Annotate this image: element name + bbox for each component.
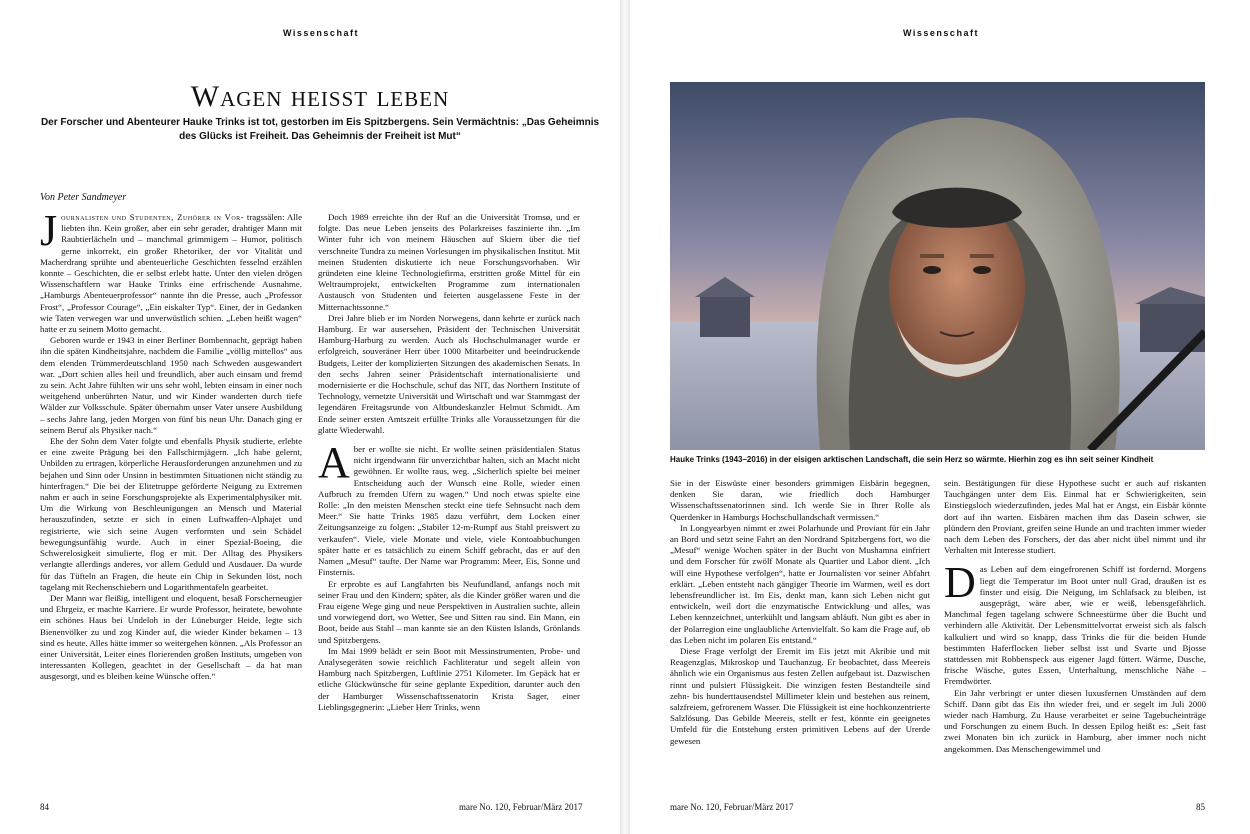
left-page xyxy=(0,0,620,834)
paragraph: Ein Jahr verbringt er unter diesen luxusfernen Umständen auf dem Schiff. Dann gibt das Eis ihn wieder frei, und er segelt im Juli 2000 wieder nach Hamburg. Zu Hause verarbeitet er seine Tagebucheinträge und Forschungen zu einem Buch. In dessen Epilog heißt es: „Seit fast zwei Monaten bin ich zurück in Hamburg, aber immer noch nicht angekommen. Das Menschengewimmel und xyxy=(944,687,1206,754)
page-number: 84 xyxy=(40,802,49,812)
page-number: 85 xyxy=(1196,802,1205,812)
paragraph: Im Mai 1999 belädt er sein Boot mit Messinstrumenten, Probe- und Analysegeräten sowie reichlich Fachliteratur und segelt allein von Hamburg nach Spitzbergen, Luftlinie 2751 Kilometer. Im Gepäck hat er etliche Glückwünsche für seine geplante Expedition, darunter auch den der Hamburger Wissenschaftssenatorin Krista Sager, einer Lieblingsgegnerin: „Lieber Herr Trinks, wenn xyxy=(318,645,580,712)
right-page xyxy=(630,0,1250,834)
text-column-1 xyxy=(40,212,302,794)
paragraph: Diese Frage verfolgt der Eremit im Eis jetzt mit Akribie und mit Reagenzglas, Mikroskop und Tauchanzug. Er beobachtet, dass Meereis ähnlich wie ein Organismus aus festen Zellen aufgebaut ist. Dazwischen rinnt und pulsiert Flüssigkeit. Die winzigen festen Bestandteile sind zehn- bis hunderttausendstel Millimeter klein und bestehen aus reinem, salzfreiem, gefrorenem Wasser. Die Flüssigkeit ist eine hochkonzentrierte Salzlösung. Das Gebilde Meereis, stellt er fest, könnte ein geeignetes Umfeld für die Entstehung ersten primitiven Lebens auf der Urerde gewesen xyxy=(670,646,930,746)
small-caps-opening: ournalisten und Studenten, Zuhörer in Vor- xyxy=(61,212,245,222)
paragraph: Der Mann war fleißig, intelligent und eloquent, besaß Forscherneugier und Ehrgeiz, er machte Karriere. Er wurde Professor, heiratete, bewohnte ein schönes Haus bei Undeloh in der Lüneburger Heide, legte sich Bienenvölker zu und zog Kinder auf, die wieder Kinder bekamen – 13 sind es heute. Alles hätte immer so weitergehen können. „Als Professor an einer Universität, Leiter eines florierenden großen Instituts, umgeben von interessanten Kollegen, geachtet in der Gesellschaft – da hat man ausgesorgt, und es bleiben keine Wünsche offen.“ xyxy=(40,592,302,682)
issue-info: mare No. 120, Februar/März 2017 xyxy=(670,802,794,812)
paragraph: as Leben auf dem eingefrorenen Schiff ist fordernd. Morgens liegt die Temperatur im Boot unter null Grad, draußen ist es finster und eisig. Die Neigung, im Schlafsack zu bleiben, ist ausgeprägt, wäre aber, wie er weiß, lebensgefährlich. Manchmal fegen tagelang schwere Schneestürme über die Bucht und verhindern alle Aktivität. Der Lebensmittelvorrat erweist sich als falsch kalkuliert und wird so knapp, dass Trinks die für die beiden Hunde bestimmten Haferflocken lieber selbst isst und Svarte und Bjosse stattdessen mit Robbenspeck aus eigener Jagd füttert. Wärme, Dusche, frische Wäsche, gutes Essen, Unterhaltung, menschliche Nähe – Fremdwörter. xyxy=(944,564,1206,687)
paragraph: Doch 1989 erreichte ihn der Ruf an die Universität Tromsø, und er folgte. Das neue Leben jenseits des Polarkreises faszinierte ihn. „Im Winter fuhr ich von meinem Häuschen auf Skiern über die tief verschneite Tundra zu meinen Vorlesungen im physikalischen Institut. Mit meinen Studenten diskutierte ich neue Forschungsvorhaben. Wir gründeten eine kleine Technologiefirma, erstritten große Mittel für ein Weltraumprojekt, entwickelten Programme zum internationalen Austausch von Studenten und feierten ausgelassene Feste in der Mitternachtssonne.“ xyxy=(318,212,580,312)
drop-cap: A xyxy=(318,438,350,488)
drop-cap: D xyxy=(944,558,976,608)
text-column-4 xyxy=(944,478,1206,794)
spine-gutter xyxy=(620,0,630,834)
paragraph: Sie in der Eiswüste einer besonders grimmigen Eisbärin begegnen, denken Sie daran, wie friedlich doch Hamburger Wissenschaftssenatorinnen sind. Ich werde Sie in Ihrer Rolle als Querdenker in Hamburgs Hochschullandschaft vermissen.“ xyxy=(670,478,930,522)
section-label: Wissenschaft xyxy=(283,28,359,38)
paragraph: Drei Jahre blieb er im Norden Norwegens, dann kehrte er zurück nach Hamburg. Er war ausersehen, Präsident der Technischen Universität Hamburg-Harburg zu werden. Auch als Hochschulmanager wurde er erfolgreich, souveräner Herr über 1000 Mitarbeiter und beeindruckende Budgets, Leiter der komplizierten Sitzungen des akademischen Senats. In den sechs Jahren seiner Präsidentschaft internationalisierte und modernisierte er die Hochschule, schuf das NIT, das Northern Institute of Technology, vernetzte Universität und Wirtschaft und war Stammgast der legendären Freitagsrunde von Altbundeskanzler Helmut Schmidt. Am Ende seiner ersten Amtszeit erfüllte Trinks alle Voraussetzungen für die glatte Wiederwahl. xyxy=(318,312,580,435)
issue-info: mare No. 120, Februar/März 2017 xyxy=(459,802,583,812)
text-column-3 xyxy=(670,478,930,794)
article-lead: Der Forscher und Abenteurer Hauke Trinks ist tot, gestorben im Eis Spitzbergens. Sein Vermächtnis: „Das Geheimnis des Glücks ist Freiheit. Das Geheimnis der Freiheit ist Mut“ xyxy=(40,117,600,142)
paragraph: ber er wollte sie nicht. Er wollte seinen präsidentialen Status nicht irgendwann für unverzichtbar halten, sich an Macht nicht gewöhnen. Er wollte raus, weg. „Sicherlich spielte bei meiner Entscheidung auch der Wunsch eine Rolle, wieder einen Aufbruch zu fremden Ufern zu wagen.“ Und noch etwas spielte eine Rolle: „In den meisten Menschen steckt eine tiefe Sehnsucht nach dem Meer.“ Sie hatte Trinks 1985 dazu verführt, dem Locken einer Zeitungsanzeige zu folgen: „Stabiler 12-m-Rumpf aus Stahl preiswert zu verkaufen“. Viele, viele Monate und viele, viele Kontoabbuchungen später hatte er es tatsächlich zu einem Schiff gebracht, das er auf den Namen „Mesuf“ taufte. Der Name war Programm: Meer, Eis, Sonne und Finsternis. xyxy=(318,444,580,578)
paragraph: tragssälen: Alle liebten ihn. Kein großer, aber ein sehr gerader, drahtiger Mann mit Raubtierlächeln und – manchmal grimmigem – Humor, politisch gerne inkorrekt, ein großer Rhetoriker, der vor Vitalität und Macherdrang sprühte und abenteuerliche Geschichten fesselnd erzählen konnte – Geschichten, die er selbst erlebt hatte. Unter den vielen drögen Wissenschaftlern war Hauke Trinks eine erfrischende Ausnahme. „Hamburgs Abenteuerprofessor“ nannte ihn die Presse, auch „Professor Frost“, „Professor Courage“, „Ein eiskalter Typ“. Einer, der in Gedanken wie Taten verwegen war und unverwüstlich schien. „Leben heißt wagen“ hatte er zu seinem Motto gemacht. xyxy=(40,212,302,335)
section-label: Wissenschaft xyxy=(903,28,979,38)
arctic-portrait-image xyxy=(670,82,1205,450)
text-column-2 xyxy=(318,212,580,794)
paragraph: Geboren wurde er 1943 in einer Berliner Bombennacht, geprägt haben ihn die späten Kindheitsjahre, nachdem die Familie „völlig mittellos“ aus dem elenden Trümmerdeutschland 1950 nach Schweden ausgewandert war. „Dort schien alles heil und freundlich, aber auch einsam und fremd zu sein. Acht Jahre fühlten wir uns sehr wohl, lebten einsam in einer noch weitgehend unberührten Natur, und wir Kinder wanderten durch tiefe Wälder zur Volksschule. Später übernahm unser Vater unsere Ausbildung – sechs Jahre lang, jeden Morgen von fünf bis neun Uhr. Danach ging er seinem Beruf als Physiker nach.“ xyxy=(40,335,302,435)
paragraph: Ehe der Sohn dem Vater folgte und ebenfalls Physik studierte, erlebte er eine zweite Prägung bei den Fallschirmjägern. „Ich habe gelernt, Unbilden zu ertragen, körperliche Herausforderungen anzunehmen und zu bejahen und Sinn oder Unsinn in bestimmten Situationen nicht ständig zu hinterfragen.“ Die bei der Elitetruppe geförderte Neigung zu Extremen nahm er auch in seine Forschungsprojekte als Experimentalphysiker mit. Um die Wirkung von Beschleunigungen an Mensch und Material herauszufinden, setzte er sich in einen Luftwaffen-Alphajet und registrierte, wie sich seine Augen verformten und sein Schädel bewegungsunfähig wurde. Auch in einer Spezial-Boeing, die Schwerelosigkeit simulierte, flog er mit. Der Alltag des Physikers verlangte allerdings anderes, vor allem Geduld und Ausdauer. Da wurde für das Tüfteln an Fragen, die heute ein Chip in Sekunden löst, noch tagelang mit Rechenschiebern und Logarithmentafeln gearbeitet. xyxy=(40,436,302,592)
photo-caption: Hauke Trinks (1943–2016) in der eisigen arktischen Landschaft, die sein Herz so wärmte. Hierhin zog es ihn seit seiner Kindheit xyxy=(670,455,1154,464)
drop-cap: J xyxy=(40,212,58,255)
paragraph: In Longyearbyen nimmt er zwei Polarhunde und Proviant für ein Jahr an Bord und setzt seine Fahrt an den Nordrand Spitzbergens fort, wo die „Mesuf“ wenige Wochen später in der Bucht von Mushamna einfriert und dem Forscher für zwölf Monate als Quartier und Labor dient. „Ich will eine Hypothese verfolgen“, hatte er Journalisten vor seiner Abfahrt erklärt. „Leben entsteht nach gängiger Theorie im Warmen, weil es dort lebensfreundlicher ist. Im Eis, denkt man, kann sich Leben nicht gut entwickeln, weil dort die enzymatische Entwicklung und alles, was Leben kennzeichnet, unterkühlt und langsam abläuft. Nun gibt es aber in der Polarregion eine unglaubliche Artenvielfalt. So kam die Frage auf, ob das Leben nicht im polaren Eis entstand.“ xyxy=(670,522,930,645)
paragraph: Er erprobte es auf Langfahrten bis Neufundland, anfangs noch mit seiner Frau und den Kindern; später, als die Kinder größer waren und die Frau eigene Wege ging und neue Perspektiven in Australien suchte, allein und vorwiegend dort, wo Wetter, See und Sitten rau sind. Ein Mann, ein Boot, beide aus Stahl – man kannte sie an den Küsten Islands, Grönlands und Spitzbergens. xyxy=(318,578,580,645)
paragraph: sein. Bestätigungen für diese Hypothese sucht er auch auf riskanten Tauchgängen unter dem Eis. Einmal hat er Schwierigkeiten, sein Einstiegsloch wiederzufinden, jedes Mal hat er Angst, ein Eisbär könnte dort auf ihn warten. Eisbären machen ihm das Dasein schwer, sie plündern den Proviant, greifen seine Hunde an und trachten immer wieder nach dem Leben des Forschers, der das aber nicht übel nimmt und ihr Verhalten mit Interesse studiert. xyxy=(944,478,1206,556)
portrait-photo xyxy=(670,82,1205,450)
article-headline: Wagen heisst leben xyxy=(190,80,450,113)
byline: Von Peter Sandmeyer xyxy=(40,192,127,203)
